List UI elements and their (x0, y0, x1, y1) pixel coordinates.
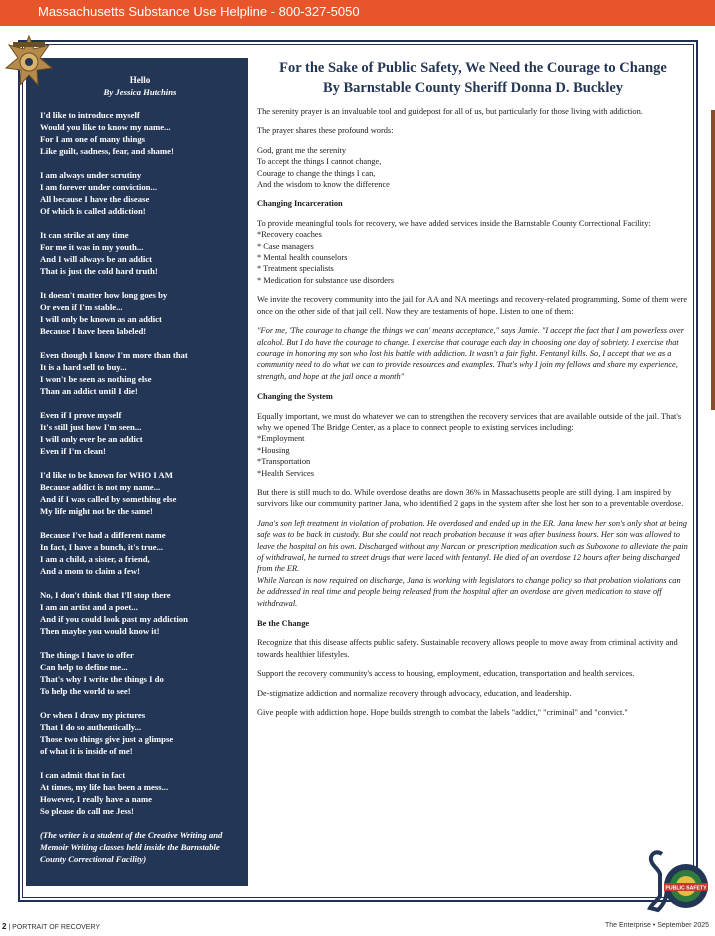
public-safety-logo-icon (642, 846, 712, 918)
logo-text: PUBLIC SAFETY (665, 885, 707, 892)
prayer-line: God, grant me the serenity (257, 145, 347, 155)
poem-line: I will only ever be an addict (40, 434, 143, 444)
poem-line: The things I have to offer (40, 650, 134, 660)
subheading: Be the Change (257, 619, 310, 629)
paragraph: The serenity prayer is an invaluable tool and guidepost for all of us, but particularly for those living with addiction. (257, 107, 643, 116)
jana-story (257, 518, 689, 609)
poem-note: (The writer is a student of the Creative Writing and Memoir Writing classes held inside the Barnstable County Correctional Facility) (40, 830, 223, 864)
section-name: PORTRAIT OF RECOVERY (12, 924, 101, 931)
poem-line: No, I don't think that I'll stop there (40, 590, 171, 600)
poem-line: My life might not be the same! (40, 506, 153, 516)
paragraph: Support the recovery community's access to housing, employment, education, transportation and health services. (257, 669, 635, 679)
list-item: * Case managers (257, 241, 314, 251)
poem-line: Even though I know I'm more than that (40, 350, 188, 360)
poem-stanza (40, 649, 240, 697)
footer-divider: | (8, 924, 13, 931)
poem-line: Even if I prove myself (40, 410, 122, 420)
prayer-line: And the wisdom to know the difference (257, 180, 390, 190)
poem-line: For me it was in my youth... (40, 242, 144, 252)
jana-story-part: While Narcan is now required on discharge, Jana is working with legislators to change policy so that probation violations can be addressed in real time and people being released from the hospital after an overdose are given medication to stave off withdrawal. (257, 575, 681, 608)
list-item: * Medication for substance use disorders (257, 275, 394, 285)
poem-author: By Jessica Hutchins (103, 87, 177, 97)
poem-line: It is a hard sell to buy... (40, 362, 127, 372)
poem-line: I am a child, a sister, a friend, (40, 554, 150, 564)
poem-line: Because I have been labeled! (40, 326, 147, 336)
poem-line: I'd like to introduce myself (40, 110, 140, 120)
poem-line: For I am one of many things (40, 134, 146, 144)
poem-line: And a mom to claim a few! (40, 566, 140, 576)
sheriff-star-icon (2, 30, 56, 102)
poem-line: Then maybe you would know it! (40, 626, 160, 636)
poem-stanza (40, 769, 240, 817)
poem-stanzas (40, 109, 240, 817)
poem-line: To help the world to see! (40, 686, 131, 696)
poem-line: I can admit that in fact (40, 770, 126, 780)
poem-line: And if you could look past my addiction (40, 614, 188, 624)
poem-line: Because I've had a different name (40, 530, 166, 540)
page-footer-left (2, 922, 100, 931)
poem-stanza (40, 109, 240, 157)
poem-line: That I do so authentically... (40, 722, 142, 732)
poem-line: However, I really have a name (40, 794, 152, 804)
services-list (257, 218, 689, 286)
poem-stanza (40, 229, 240, 277)
paragraph: We invite the recovery community into the jail for AA and NA meetings and recovery-related programming. Some of them were once on the other side of that jail cell. Now they are testaments of hope. Listen to one of them: (257, 295, 688, 316)
list-item: *Transportation (257, 457, 311, 467)
poem-line: And I will always be an addict (40, 254, 152, 264)
adjacent-page-edge (711, 110, 715, 410)
paragraph: Give people with addiction hope. Hope builds strength to combat the labels "addict," "criminal" and "convict." (257, 708, 628, 718)
poem-stanza (40, 349, 240, 397)
poem-line: At times, my life has been a mess... (40, 782, 169, 792)
poem-stanza (40, 529, 240, 577)
list-item: *Recovery coaches (257, 230, 322, 240)
poem-line: I won't be seen as nothing else (40, 374, 152, 384)
list-item: *Employment (257, 434, 305, 444)
paragraph: But there is still much to do. While overdose deaths are down 36% in Massachusetts people are still dying. I am inspired by survivors like our community partner Jana, who identified 2 gaps in the system after she lost her son to a preventable overdose. (257, 487, 684, 509)
poem-line: Those two things give just a glimpse (40, 734, 174, 744)
poem-line: Or when I draw my pictures (40, 710, 146, 720)
headline-title: For the Sake of Public Safety, We Need the Courage to Change (279, 60, 667, 76)
publication-info: The Enterprise • September 2025 (604, 922, 709, 929)
list-item: * Treatment specialists (257, 264, 334, 274)
jana-story-part: Jana's son left treatment in violation of probation. He overdosed and ended up in the ER. Jana knew her son's only shot at being safe was to be back in custody. But she could not reach probation because it was after business hours. Her son was allowed to leave the hospital on his own. Discharged without any Narcan or prescription medication such as Suboxone to alleviate the pain of withdrawal, he turned to street drugs that were laced with fentanyl. He died of an overdose 12 hours after being discharged from the ER. (257, 518, 688, 574)
prayer-line: To accept the things I cannot change, (257, 157, 382, 167)
bridge-services-list (257, 411, 689, 479)
poem-line: I am an artist and a poet... (40, 602, 138, 612)
poem-line: Because addict is not my name... (40, 482, 161, 492)
poem-line: That is just the cold hard truth! (40, 266, 158, 276)
poem-line: Of which is called addiction! (40, 206, 146, 216)
poem-line: So please do call me Jess! (40, 806, 134, 816)
paragraph: The prayer shares these profound words: (257, 126, 394, 136)
poem-line: Even if I'm clean! (40, 446, 106, 456)
list-item: *Health Services (257, 468, 314, 478)
poem-line: I am always under scrutiny (40, 170, 142, 180)
poem-line: Can help to define me... (40, 662, 128, 672)
poem-stanza (40, 409, 240, 457)
poem-stanza (40, 169, 240, 217)
poem-line: of what it is inside of me! (40, 746, 133, 756)
poem-line: Like guilt, sadness, fear, and shame! (40, 146, 174, 156)
poem-line: I am forever under conviction... (40, 182, 158, 192)
poem-stanza (40, 709, 240, 757)
poem-stanza (40, 289, 240, 337)
helpline-banner (0, 0, 715, 26)
paragraph: To provide meaningful tools for recovery, we have added services inside the Barnstable County Correctional Facility: (257, 218, 651, 228)
poem-box (26, 58, 248, 886)
prayer-line: Courage to change the things I can, (257, 168, 376, 178)
subheading: Changing Incarceration (257, 199, 343, 209)
list-item: * Mental health counselors (257, 253, 348, 263)
poem-stanza (40, 469, 240, 517)
page-number: 2 (2, 922, 7, 931)
poem-line: And if I was called by something else (40, 494, 177, 504)
paragraph: De-stigmatize addiction and normalize recovery through advocacy, education, and leadership. (257, 688, 572, 698)
helpline-text: Massachusetts Substance Use Helpline - 800-327-5050 (38, 4, 360, 19)
list-item: *Housing (257, 445, 290, 455)
poem-stanza (40, 589, 240, 637)
poem-line: Would you like to know my name... (40, 122, 171, 132)
headline-byline: By Barnstable County Sheriff Donna D. Buckley (322, 80, 624, 96)
paragraph: Recognize that this disease affects public safety. Sustainable recovery allows people to move away from criminal activity and towards healthier lifestyles. (257, 638, 678, 659)
poem-line: I will only be known as an addict (40, 314, 162, 324)
jamie-quote: "For me, 'The courage to change the things we can' means acceptance," says Jamie. "I accept the fact that I am powerless over alcohol. But I do have the courage to change. I exercise that courage each day in choosing one day of sobriety. I exercise that courage in honoring my son who lost his battle with addiction. It wasn't a fair fight. Fentanyl kills. So, I accept that we as a community need to do what we can to provide resources and examples. That's why I join my fellows and share my experience, strength, and hope at the jail once a month" (257, 326, 684, 381)
poem-line: All because I have the disease (40, 194, 150, 204)
poem-line: It's still just how I'm seen... (40, 422, 142, 432)
poem-line: It doesn't matter how long goes by (40, 290, 168, 300)
poem-line: Or even if I'm stable... (40, 302, 123, 312)
poem-line: Than an addict until I die! (40, 386, 138, 396)
article (257, 58, 689, 726)
article-headline (257, 58, 689, 98)
poem-line: I'd like to be known for WHO I AM (40, 470, 173, 480)
poem-line: That's why I write the things I do (40, 674, 164, 684)
subheading: Changing the System (257, 392, 333, 402)
poem-line: It can strike at any time (40, 230, 129, 240)
poem-title: Hello (129, 75, 151, 85)
poem-line: In fact, I have a bunch, it's true... (40, 542, 164, 552)
paragraph: Equally important, we must do whatever we can to strengthen the recovery services that are available outside of the jail. That's why we opened The Bridge Center, as a place to connect people to existing services including: (257, 411, 682, 432)
serenity-prayer (257, 145, 689, 191)
